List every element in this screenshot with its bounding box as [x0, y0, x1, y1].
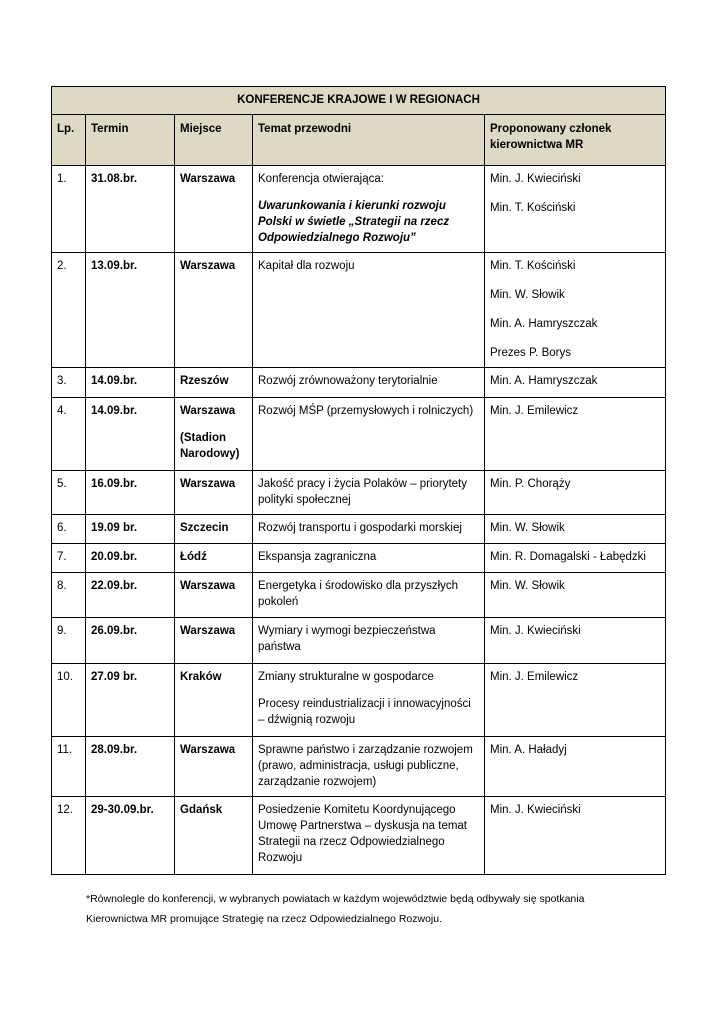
miejsce-city: Warszawa [180, 580, 236, 592]
table-row [52, 398, 666, 471]
cell-temat [253, 664, 485, 737]
temat-detail: Uwarunkowania i kierunki rozwoju Polski w świetle „Strategii na rzecz Odpowiedzialnego Rozwoju” [258, 200, 450, 244]
czlonek-name: Min. J. Emilewicz [490, 405, 579, 417]
temat-main: Zmiany strukturalne w gospodarce [258, 671, 434, 683]
miejsce-city: Warszawa [180, 478, 236, 490]
temat-main: Rozwój zrównoważony terytorialnie [258, 375, 438, 387]
temat-main: Ekspansja zagraniczna [258, 551, 377, 563]
miejsce-city: Gdańsk [180, 804, 223, 816]
cell-miejsce [175, 544, 253, 573]
cell-miejsce [175, 618, 253, 664]
table-row [52, 368, 666, 398]
table-row [52, 618, 666, 664]
header-termin: Termin [86, 115, 175, 166]
table-row [52, 253, 666, 368]
cell-lp: 11. [52, 737, 86, 797]
cell-temat [253, 544, 485, 573]
cell-czlonek [485, 368, 666, 398]
table-row [52, 515, 666, 544]
table-row [52, 471, 666, 515]
cell-lp: 7. [52, 544, 86, 573]
cell-termin: 26.09.br. [86, 618, 175, 664]
footnote-line-1: *Równolegle do konferencji, w wybranych powiatach w każdym województwie będą odbywały się spotkania [86, 893, 585, 905]
cell-czlonek [485, 544, 666, 573]
footnote-line-2: Kierownictwa MR promujące Strategię na rzecz Odpowiedzialnego Rozwoju. [86, 913, 443, 925]
header-lp: Lp. [52, 115, 86, 166]
czlonek-name: Min. J. Kwieciński [490, 625, 581, 637]
header-czlonek: Proponowany członek kierownictwa MR [485, 115, 666, 166]
cell-temat [253, 573, 485, 618]
czlonek-name: Prezes P. Borys [490, 347, 571, 359]
temat-main: Rozwój transportu i gospodarki morskiej [258, 522, 462, 534]
cell-lp: 12. [52, 797, 86, 875]
miejsce-city: Warszawa [180, 744, 236, 756]
cell-lp: 5. [52, 471, 86, 515]
czlonek-name: Min. W. Słowik [490, 289, 565, 301]
cell-termin: 20.09.br. [86, 544, 175, 573]
cell-termin: 13.09.br. [86, 253, 175, 368]
cell-termin: 22.09.br. [86, 573, 175, 618]
cell-termin: 31.08.br. [86, 166, 175, 253]
cell-miejsce [175, 471, 253, 515]
czlonek-name: Min. J. Emilewicz [490, 671, 579, 683]
table-row [52, 544, 666, 573]
czlonek-name: Min. A. Hamryszczak [490, 318, 598, 330]
footnote [86, 889, 686, 929]
cell-lp: 4. [52, 398, 86, 471]
table-row [52, 166, 666, 253]
czlonek-name: Min. A. Hamryszczak [490, 375, 598, 387]
table-title: KONFERENCJE KRAJOWE I W REGIONACH [52, 87, 666, 115]
miejsce-detail: (Stadion Narodowy) [180, 432, 240, 460]
cell-lp: 6. [52, 515, 86, 544]
cell-lp: 8. [52, 573, 86, 618]
cell-czlonek [485, 573, 666, 618]
temat-detail: Procesy reindustrializacji i innowacyjności – dźwignią rozwoju [258, 698, 471, 726]
cell-temat [253, 797, 485, 875]
czlonek-name: Min. W. Słowik [490, 522, 565, 534]
cell-miejsce [175, 797, 253, 875]
cell-czlonek [485, 737, 666, 797]
cell-czlonek [485, 515, 666, 544]
cell-temat [253, 166, 485, 253]
temat-main: Rozwój MŚP (przemysłowych i rolniczych) [258, 405, 474, 417]
cell-czlonek [485, 618, 666, 664]
cell-temat [253, 368, 485, 398]
cell-czlonek [485, 253, 666, 368]
cell-miejsce [175, 664, 253, 737]
miejsce-city: Łódź [180, 551, 207, 563]
conference-table [51, 86, 666, 875]
cell-termin: 16.09.br. [86, 471, 175, 515]
miejsce-city: Warszawa [180, 405, 236, 417]
cell-termin: 19.09 br. [86, 515, 175, 544]
cell-termin: 14.09.br. [86, 398, 175, 471]
miejsce-city: Warszawa [180, 173, 236, 185]
czlonek-name: Min. P. Chorąży [490, 478, 571, 490]
czlonek-name: Min. R. Domagalski - Łabędzki [490, 551, 646, 563]
table-header-row [52, 115, 666, 166]
cell-termin: 28.09.br. [86, 737, 175, 797]
temat-main: Posiedzenie Komitetu Koordynującego Umowę Partnerstwa – dyskusja na temat Strategii na rzecz Odpowiedzialnego Rozwoju [258, 804, 468, 864]
temat-main: Energetyka i środowisko dla przyszłych pokoleń [258, 580, 459, 608]
cell-czlonek [485, 664, 666, 737]
cell-temat [253, 515, 485, 544]
czlonek-name: Min. J. Kwieciński [490, 804, 581, 816]
cell-termin: 27.09 br. [86, 664, 175, 737]
cell-miejsce [175, 368, 253, 398]
temat-main: Sprawne państwo i zarządzanie rozwojem (prawo, administracja, usługi publiczne, zarządzanie rozwojem) [258, 744, 473, 788]
czlonek-name: Min. A. Haładyj [490, 744, 567, 756]
cell-lp: 1. [52, 166, 86, 253]
temat-main: Konferencja otwierająca: [258, 173, 384, 185]
miejsce-city: Warszawa [180, 625, 236, 637]
czlonek-name: Min. T. Kościński [490, 202, 576, 214]
cell-miejsce [175, 573, 253, 618]
temat-main: Jakość pracy i życia Polaków – priorytety polityki społecznej [258, 478, 467, 506]
cell-miejsce [175, 737, 253, 797]
cell-termin: 14.09.br. [86, 368, 175, 398]
cell-czlonek [485, 797, 666, 875]
cell-temat [253, 471, 485, 515]
miejsce-city: Warszawa [180, 260, 236, 272]
table-row [52, 737, 666, 797]
cell-termin: 29-30.09.br. [86, 797, 175, 875]
table-row [52, 797, 666, 875]
table-row [52, 573, 666, 618]
cell-czlonek [485, 398, 666, 471]
cell-temat [253, 618, 485, 664]
cell-miejsce [175, 253, 253, 368]
header-temat: Temat przewodni [253, 115, 485, 166]
cell-lp: 3. [52, 368, 86, 398]
czlonek-name: Min. W. Słowik [490, 580, 565, 592]
conference-table-body [52, 87, 666, 875]
czlonek-name: Min. J. Kwieciński [490, 173, 581, 185]
cell-temat [253, 398, 485, 471]
table-title-row [52, 87, 666, 115]
cell-czlonek [485, 471, 666, 515]
cell-temat [253, 737, 485, 797]
temat-main: Wymiary i wymogi bezpieczeństwa państwa [258, 625, 436, 653]
cell-czlonek [485, 166, 666, 253]
temat-main: Kapitał dla rozwoju [258, 260, 355, 272]
miejsce-city: Rzeszów [180, 375, 229, 387]
cell-lp: 9. [52, 618, 86, 664]
czlonek-name: Min. T. Kościński [490, 260, 576, 272]
cell-lp: 2. [52, 253, 86, 368]
miejsce-city: Kraków [180, 671, 222, 683]
cell-miejsce [175, 515, 253, 544]
header-miejsce: Miejsce [175, 115, 253, 166]
cell-miejsce [175, 398, 253, 471]
cell-lp: 10. [52, 664, 86, 737]
miejsce-city: Szczecin [180, 522, 229, 534]
table-row [52, 664, 666, 737]
cell-miejsce [175, 166, 253, 253]
cell-temat [253, 253, 485, 368]
